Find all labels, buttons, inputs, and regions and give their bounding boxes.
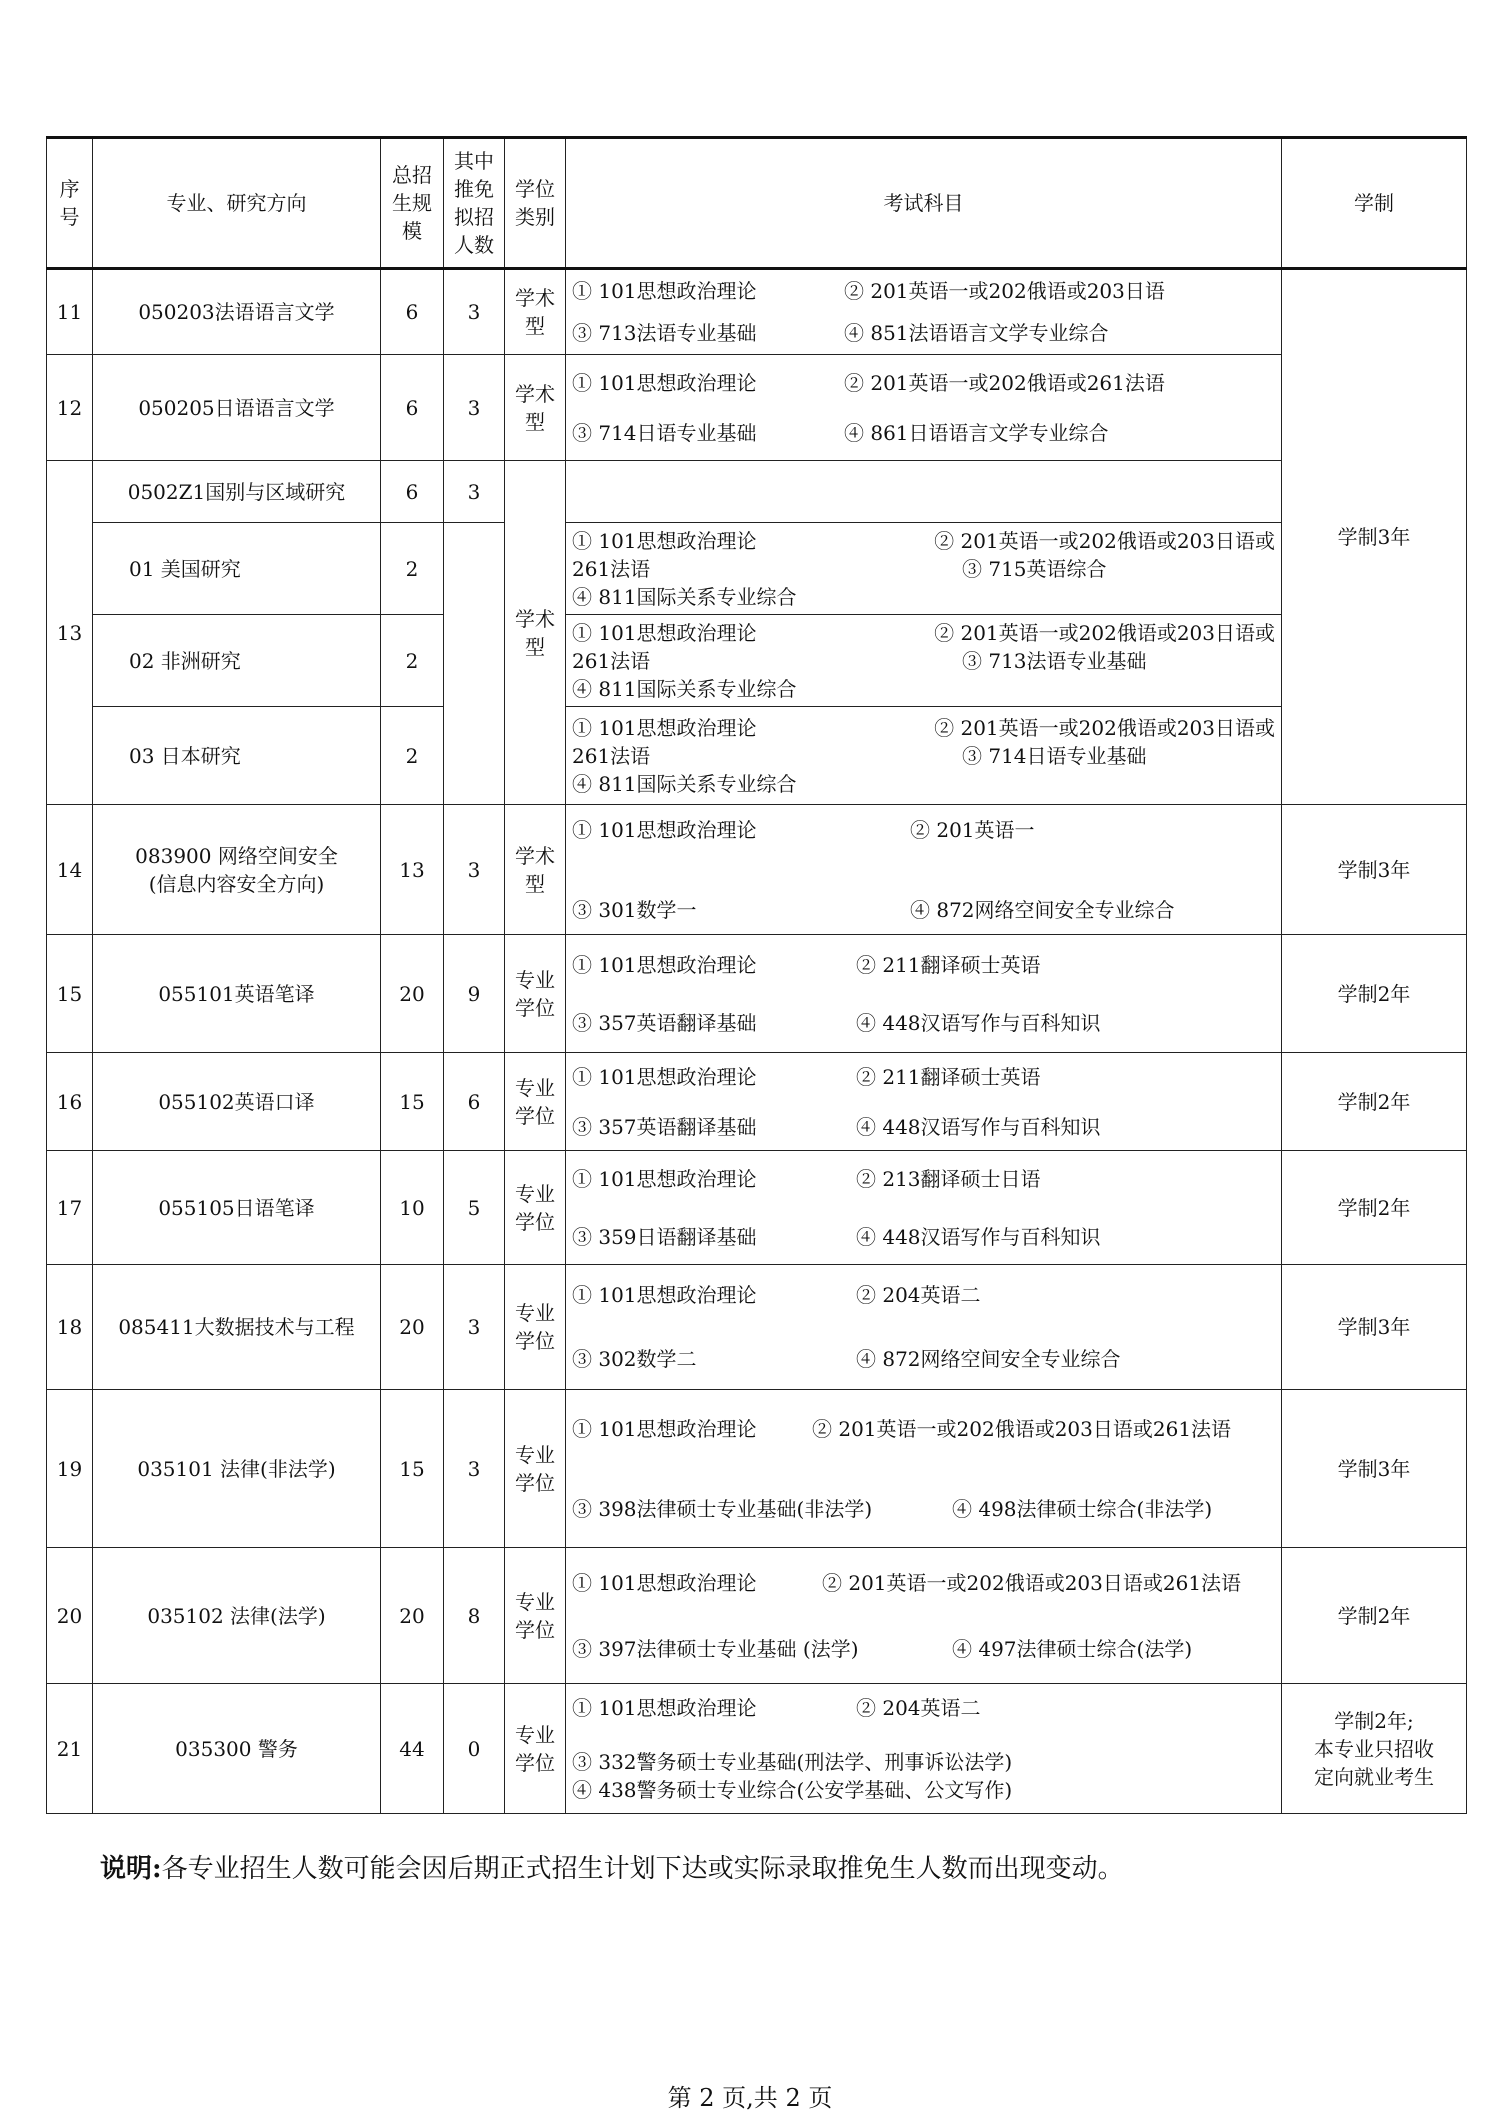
exam-subject: ① 101思想政治理论 (572, 715, 757, 740)
table-row (47, 935, 1467, 1053)
exempt-count: 0 (444, 1684, 505, 1814)
duration: 学制3年 (1282, 1265, 1467, 1390)
exam-subject: ④ 872网络空间安全专业综合 (910, 897, 1175, 922)
degree-type: 专业学位 (505, 1151, 566, 1265)
footnote (100, 1848, 1124, 1885)
degree-type: 学术型 (505, 355, 566, 461)
exam-subject: ③ 357英语翻译基础 (572, 1010, 757, 1035)
exam-subject: ① 101思想政治理论 (572, 1064, 757, 1089)
major-name: 055102英语口译 (93, 1053, 381, 1151)
major-name-line2: (信息内容安全方向) (148, 871, 325, 896)
major-name-line1: 083900 网络空间安全 (135, 843, 338, 868)
table-row (47, 269, 1467, 355)
row-number: 21 (47, 1684, 93, 1814)
exempt-count: 3 (444, 805, 505, 935)
total-count: 10 (381, 1151, 444, 1265)
exam-subject: ② 211翻译硕士英语 (856, 952, 1041, 977)
table-row (47, 1151, 1467, 1265)
exam-subject: ④ 811国际关系专业综合 (572, 771, 797, 796)
total-count: 2 (381, 615, 444, 707)
degree-type: 专业学位 (505, 1684, 566, 1814)
total-count: 15 (381, 1390, 444, 1548)
exam-subject: ③ 714日语专业基础 (962, 743, 1147, 768)
degree-type: 专业学位 (505, 1265, 566, 1390)
exam-subject: ③ 357英语翻译基础 (572, 1114, 757, 1139)
degree-type: 学术型 (505, 461, 566, 805)
row-number: 15 (47, 935, 93, 1053)
total-count: 20 (381, 935, 444, 1053)
header-degree: 学位类别 (505, 138, 566, 269)
duration-line2: 本专业只招收 (1314, 1736, 1434, 1761)
table-row (47, 1390, 1467, 1548)
exempt-count: 3 (444, 269, 505, 355)
major-name: 050203法语语言文学 (93, 269, 381, 355)
exam-subject: ① 101思想政治理论 (572, 1166, 757, 1191)
table-row (47, 1548, 1467, 1684)
table-row (47, 523, 1467, 615)
total-count: 44 (381, 1684, 444, 1814)
degree-type: 专业学位 (505, 1053, 566, 1151)
exam-subject: ④ 498法律硕士综合(非法学) (952, 1496, 1213, 1521)
exam-subjects (566, 1684, 1282, 1814)
exam-subject: ④ 861日语语言文学专业综合 (844, 420, 1109, 445)
exam-subject: ② 201英语一或202俄语或203日语或 (934, 715, 1275, 740)
table-row (47, 615, 1467, 707)
exam-subject: ① 101思想政治理论 (572, 528, 757, 553)
exam-subject: ② 204英语二 (856, 1283, 981, 1307)
exam-subject: ② 201英语一 (910, 817, 1035, 842)
total-count: 13 (381, 805, 444, 935)
exempt-count: 3 (444, 461, 505, 523)
exempt-count: 3 (444, 1390, 505, 1548)
duration-line3: 定向就业考生 (1314, 1764, 1434, 1789)
exam-subject: ② 213翻译硕士日语 (856, 1166, 1041, 1191)
exempt-count-empty (444, 523, 505, 805)
exam-subjects (566, 935, 1282, 1053)
total-count: 20 (381, 1265, 444, 1390)
exam-subjects (566, 707, 1282, 805)
row-number: 17 (47, 1151, 93, 1265)
admissions-table (46, 136, 1467, 1814)
major-name: 055101英语笔译 (93, 935, 381, 1053)
exam-subjects (566, 1548, 1282, 1684)
exam-subject: ① 101思想政治理论 (572, 952, 757, 977)
exam-subject: ③ 301数学一 (572, 897, 697, 922)
exam-subject: ② 211翻译硕士英语 (856, 1064, 1041, 1089)
duration: 学制2年 (1282, 1151, 1467, 1265)
major-name: 0502Z1国别与区域研究 (93, 461, 381, 523)
exam-subject: ① 101思想政治理论 (572, 370, 757, 395)
row-number: 20 (47, 1548, 93, 1684)
exam-subject: ③ 397法律硕士专业基础 (法学) (572, 1636, 859, 1661)
table-row (47, 461, 1467, 523)
major-name: 050205日语语言文学 (93, 355, 381, 461)
exam-subject: ④ 811国际关系专业综合 (572, 676, 797, 701)
exempt-count: 9 (444, 935, 505, 1053)
degree-type: 专业学位 (505, 935, 566, 1053)
exam-subject: ③ 359日语翻译基础 (572, 1224, 757, 1249)
exam-subjects (566, 805, 1282, 935)
exam-subject: ③ 714日语专业基础 (572, 420, 757, 445)
row-number: 12 (47, 355, 93, 461)
exam-subjects (566, 269, 1282, 355)
total-count: 6 (381, 355, 444, 461)
major-name: 035102 法律(法学) (93, 1548, 381, 1684)
major-direction: 02 非洲研究 (93, 615, 381, 707)
total-count: 2 (381, 707, 444, 805)
exam-subject: ① 101思想政治理论 (572, 817, 757, 842)
major-name: 085411大数据技术与工程 (93, 1265, 381, 1390)
table-row (47, 1053, 1467, 1151)
duration: 学制2年 (1282, 935, 1467, 1053)
exam-subject: ④ 448汉语写作与百科知识 (856, 1224, 1101, 1249)
degree-type: 学术型 (505, 805, 566, 935)
row-number: 13 (47, 461, 93, 805)
header-row (47, 138, 1467, 269)
exam-subject: ② 201英语一或202俄语或203日语或261法语 (812, 1416, 1232, 1441)
exempt-count: 3 (444, 355, 505, 461)
duration-line1: 学制2年; (1334, 1708, 1414, 1733)
exam-subject: ① 101思想政治理论 (572, 1570, 757, 1595)
table-row (47, 805, 1467, 935)
footnote-text: 各专业招生人数可能会因后期正式招生计划下达或实际录取推免生人数而出现变动。 (161, 1854, 1124, 1884)
exam-subject: ④ 448汉语写作与百科知识 (856, 1010, 1101, 1035)
header-total: 总招生规模 (381, 138, 444, 269)
exam-subject: ② 201英语一或202俄语或203日语或 (934, 528, 1275, 553)
row-number: 19 (47, 1390, 93, 1548)
table-row (47, 355, 1467, 461)
degree-type: 专业学位 (505, 1390, 566, 1548)
duration-merged: 学制3年 (1282, 269, 1467, 805)
duration: 学制2年 (1282, 1053, 1467, 1151)
degree-type: 学术型 (505, 269, 566, 355)
duration (1282, 1684, 1467, 1814)
exam-subject: ④ 448汉语写作与百科知识 (856, 1114, 1101, 1139)
exam-subject: ① 101思想政治理论 (572, 279, 757, 303)
duration: 学制3年 (1282, 1390, 1467, 1548)
total-count: 20 (381, 1548, 444, 1684)
exam-subject: ② 201英语一或202俄语或261法语 (844, 370, 1165, 395)
exempt-count: 3 (444, 1265, 505, 1390)
duration: 学制3年 (1282, 805, 1467, 935)
major-name: 055105日语笔译 (93, 1151, 381, 1265)
exam-subjects (566, 1151, 1282, 1265)
major-name: 035101 法律(非法学) (93, 1390, 381, 1548)
exam-subject: ② 204英语二 (856, 1695, 981, 1720)
major-direction: 03 日本研究 (93, 707, 381, 805)
header-exam: 考试科目 (566, 138, 1282, 269)
exam-subject: ③ 715英语综合 (962, 556, 1107, 581)
exam-subjects (566, 1265, 1282, 1390)
exam-subject: ② 201英语一或202俄语或203日语 (844, 279, 1165, 303)
major-name: 035300 警务 (93, 1684, 381, 1814)
row-number: 11 (47, 269, 93, 355)
major-name (93, 805, 381, 935)
exam-subjects (566, 1053, 1282, 1151)
exam-subject: ④ 851法语语言文学专业综合 (844, 321, 1109, 345)
exam-subjects (566, 355, 1282, 461)
exam-subject: ④ 811国际关系专业综合 (572, 584, 797, 609)
table-row (47, 707, 1467, 805)
exam-subjects (566, 1390, 1282, 1548)
exempt-count: 5 (444, 1151, 505, 1265)
total-count: 6 (381, 269, 444, 355)
page-footer: 第 2 页,共 2 页 (667, 2084, 833, 2112)
exam-subjects (566, 523, 1282, 615)
exempt-count: 8 (444, 1548, 505, 1684)
exam-subject: ① 101思想政治理论 (572, 1695, 757, 1720)
header-duration: 学制 (1282, 138, 1467, 269)
exam-subject: ③ 302数学二 (572, 1347, 697, 1371)
exam-subject: ③ 398法律硕士专业基础(非法学) (572, 1496, 873, 1521)
exam-subject: 261法语 (572, 743, 651, 768)
header-exempt: 其中推免拟招人数 (444, 138, 505, 269)
exam-subject: ① 101思想政治理论 (572, 620, 757, 645)
total-count: 2 (381, 523, 444, 615)
exam-subject: ① 101思想政治理论 (572, 1283, 757, 1307)
header-major: 专业、研究方向 (93, 138, 381, 269)
footnote-label: 说明: (100, 1854, 162, 1884)
row-number: 18 (47, 1265, 93, 1390)
exam-subject: ③ 332警务硕士专业基础(刑法学、刑事诉讼法学) (572, 1749, 1013, 1774)
duration: 学制2年 (1282, 1548, 1467, 1684)
exam-subject: 261法语 (572, 556, 651, 581)
row-number: 16 (47, 1053, 93, 1151)
row-number: 14 (47, 805, 93, 935)
exam-subject: ④ 438警务硕士专业综合(公安学基础、公文写作) (572, 1777, 1013, 1802)
total-count: 15 (381, 1053, 444, 1151)
exam-subject: ③ 713法语专业基础 (572, 321, 757, 345)
degree-type: 专业学位 (505, 1548, 566, 1684)
exam-subject: ② 201英语一或202俄语或203日语或 (934, 620, 1275, 645)
exam-subjects (566, 615, 1282, 707)
major-direction: 01 美国研究 (93, 523, 381, 615)
table-row (47, 1265, 1467, 1390)
table-row (47, 1684, 1467, 1814)
total-count: 6 (381, 461, 444, 523)
exam-subject: ③ 713法语专业基础 (962, 648, 1147, 673)
header-seq: 序号 (47, 138, 93, 269)
exempt-count: 6 (444, 1053, 505, 1151)
exam-subject: ④ 872网络空间安全专业综合 (856, 1347, 1121, 1371)
exam-subjects-empty (566, 461, 1282, 523)
exam-subject: ② 201英语一或202俄语或203日语或261法语 (822, 1570, 1242, 1595)
exam-subject: 261法语 (572, 648, 651, 673)
exam-subject: ① 101思想政治理论 (572, 1416, 757, 1441)
exam-subject: ④ 497法律硕士综合(法学) (952, 1636, 1193, 1661)
